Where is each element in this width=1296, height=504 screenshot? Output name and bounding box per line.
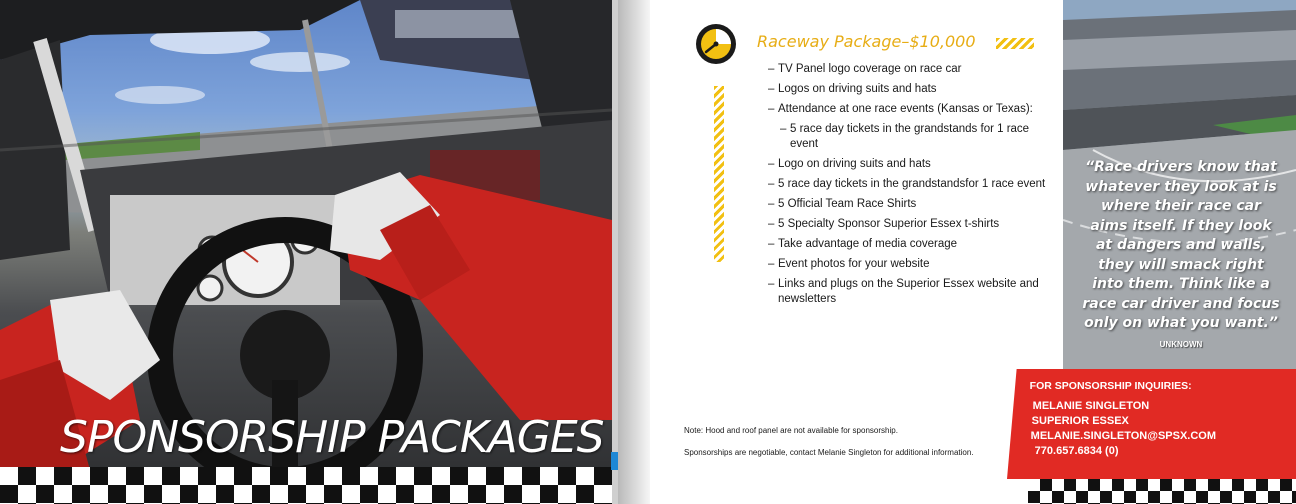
list-item: – 5 Official Team Race Shirts bbox=[768, 197, 1058, 212]
sponsorship-inquiry-box bbox=[1007, 369, 1296, 479]
contact-company: SUPERIOR ESSEX bbox=[1031, 415, 1129, 427]
contact-name: MELANIE SINGLETON bbox=[1032, 400, 1150, 412]
list-item: – 5 race day tickets in the grandstandsfor 1 race event bbox=[768, 177, 1058, 192]
speedometer-icon bbox=[694, 22, 738, 80]
page-title: SPONSORSHIP PACKAGES bbox=[60, 412, 604, 463]
package-items-list bbox=[768, 62, 1058, 312]
checkered-flag-border bbox=[0, 467, 612, 504]
contact-email-link[interactable]: MELANIE.SINGLETON@SPSX.COM bbox=[1030, 430, 1217, 442]
list-item: – TV Panel logo coverage on race car bbox=[768, 62, 1058, 77]
list-item: – Links and plugs on the Superior Essex website and newsletters bbox=[768, 277, 1058, 307]
contact-phone: 770.657.6834 (0) bbox=[1034, 445, 1119, 457]
left-page-photo bbox=[0, 0, 612, 504]
list-item: – Event photos for your website bbox=[768, 257, 1058, 272]
hood-panel-note: Note: Hood and roof panel are not available for sponsorship. bbox=[684, 426, 898, 435]
list-item: – 5 Specialty Sponsor Superior Essex t-shirts bbox=[768, 217, 1058, 232]
quote-author: UNKNOWN bbox=[1159, 340, 1203, 349]
page-gutter bbox=[618, 0, 650, 504]
list-item: – Take advantage of media coverage bbox=[768, 237, 1058, 252]
inquiry-heading: FOR SPONSORSHIP INQUIRIES: bbox=[1029, 380, 1192, 392]
yellow-hazard-stripe-vertical bbox=[714, 86, 724, 262]
list-item-sub: – 5 race day tickets in the grandstands for 1 race event bbox=[780, 122, 1058, 152]
list-item: – Logos on driving suits and hats bbox=[768, 82, 1058, 97]
checkered-flag-border bbox=[1028, 479, 1296, 504]
package-title: Raceway Package–$10,000 bbox=[757, 32, 976, 51]
list-item: – Logo on driving suits and hats bbox=[768, 157, 1058, 172]
right-page bbox=[650, 0, 1296, 504]
list-item: – Attendance at one race events (Kansas or Texas): bbox=[768, 102, 1058, 117]
yellow-hazard-stripe-title bbox=[996, 38, 1034, 49]
negotiable-note: Sponsorships are negotiable, contact Melanie Singleton for additional information. bbox=[684, 448, 974, 457]
quote-text: “Race drivers know that whatever they look at is where their race car aims itself. If they look at dangers and walls, they will smack right into them. Think like a race car driver and focus only on what you want.” bbox=[1082, 159, 1280, 331]
